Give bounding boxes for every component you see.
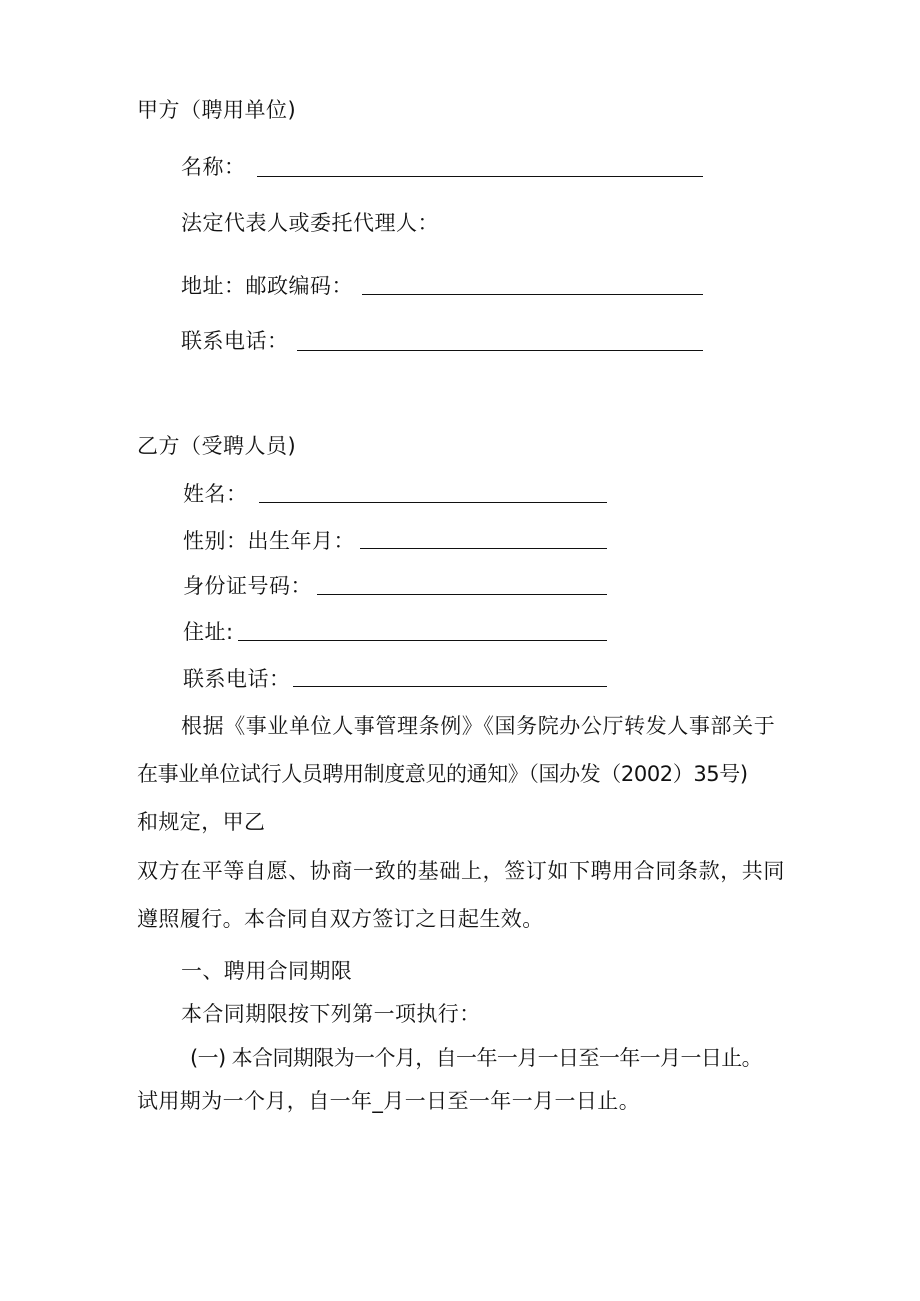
party-b-id-field[interactable] — [317, 594, 607, 595]
section-1-item-1-line-1: (一) 本合同期限为一个月，自一年一月一日至一年一月一日止。 — [190, 1046, 763, 1070]
party-b-phone-label: 联系电话： — [183, 667, 291, 691]
section-1-item-1-line-2: 试用期为一个月，自一年_月一日至一年一月一日止。 — [137, 1089, 641, 1113]
party-b-name-label: 姓名： — [183, 482, 248, 506]
party-b-residence-field[interactable] — [238, 640, 607, 641]
party-b-birth-field[interactable] — [360, 548, 607, 549]
preamble-line-4: 双方在平等自愿、协商一致的基础上，签订如下聘用合同条款，共同 — [137, 859, 785, 883]
preamble-line-3: 和规定，甲乙 — [137, 810, 266, 834]
party-b-gender-birth-label: 性别：出生年月： — [183, 529, 355, 553]
party-a-heading: 甲方（聘用单位) — [137, 98, 297, 122]
party-a-name-field[interactable] — [257, 176, 703, 177]
party-b-residence-label: 住址: — [183, 620, 234, 644]
preamble-line-5: 遵照履行。本合同自双方签订之日起生效。 — [137, 907, 544, 931]
party-b-id-label: 身份证号码： — [183, 574, 312, 598]
section-1-title: 一、聘用合同期限 — [181, 959, 353, 983]
party-b-phone-field[interactable] — [293, 686, 607, 687]
party-a-phone-field[interactable] — [297, 350, 703, 351]
section-1-intro: 本合同期限按下列第一项执行： — [181, 1002, 481, 1026]
party-b-heading: 乙方（受聘人员) — [137, 434, 297, 458]
party-a-representative-label: 法定代表人或委托代理人： — [181, 211, 439, 235]
party-b-name-field[interactable] — [259, 502, 607, 503]
party-a-address-field[interactable] — [362, 294, 703, 295]
preamble-line-2: 在事业单位试行人员聘用制度意见的通知》（国办发（2002）35号) — [137, 762, 748, 786]
party-a-name-label: 名称： — [181, 155, 246, 179]
party-a-phone-label: 联系电话： — [181, 329, 289, 353]
preamble-line-1: 根据《事业单位人事管理条例》《国务院办公厅转发人事部关于 — [181, 714, 776, 738]
party-a-address-label: 地址：邮政编码： — [181, 274, 353, 298]
